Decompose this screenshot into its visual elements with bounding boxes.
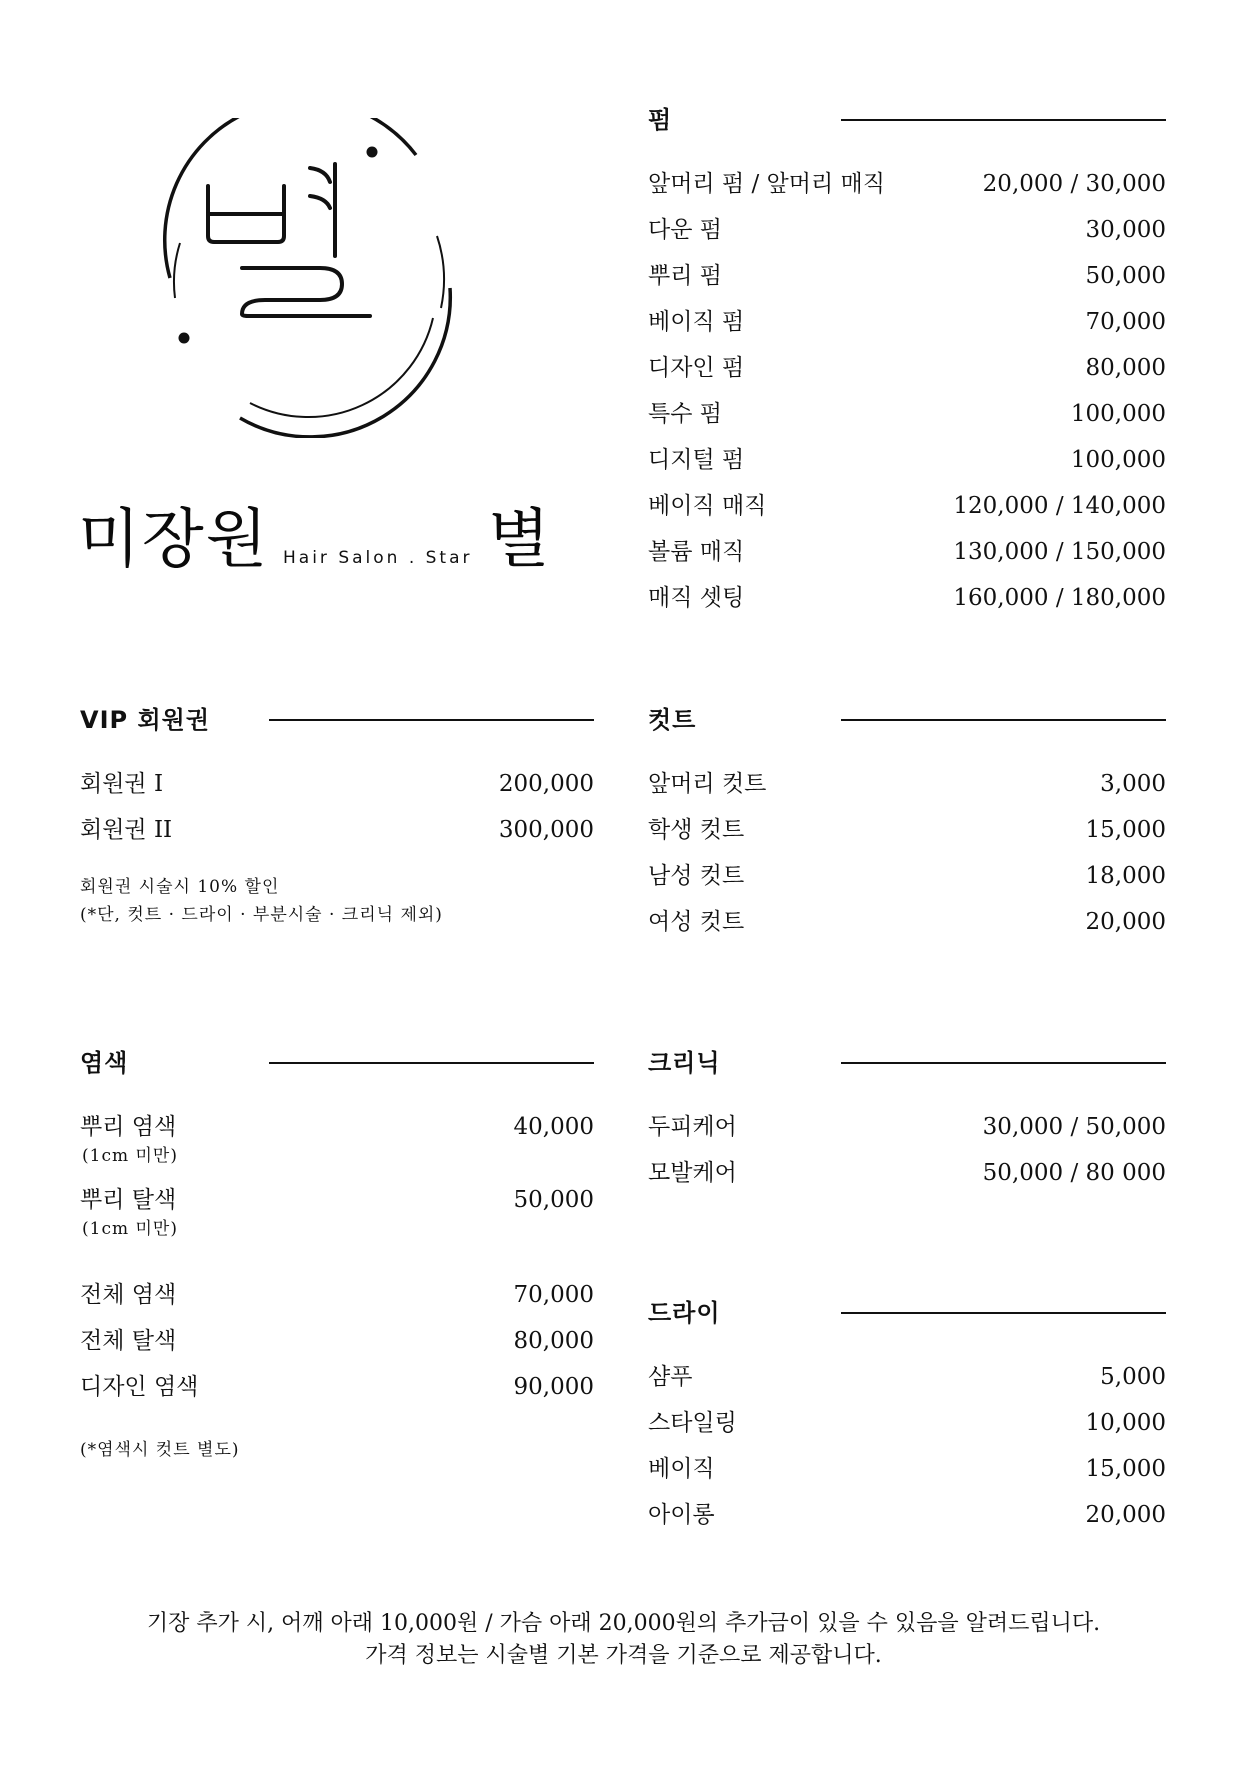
perm-section bbox=[648, 102, 1166, 629]
price-row bbox=[648, 169, 1166, 215]
section-divider bbox=[841, 119, 1166, 121]
service-name: 뿌리 탈색 bbox=[80, 1187, 177, 1213]
brand-name: 미장원 bbox=[78, 503, 270, 577]
clinic-section bbox=[648, 1045, 1166, 1204]
service-condition: (1cm 미만) bbox=[82, 1219, 178, 1239]
price-row bbox=[648, 907, 1166, 953]
cut-price-list bbox=[648, 769, 1166, 953]
service-price: 130,000 / 150,000 bbox=[953, 539, 1166, 565]
service-name: 앞머리 컷트 bbox=[648, 771, 767, 797]
color-note: (*염색시 컷트 별도) bbox=[80, 1440, 240, 1460]
color-section bbox=[80, 1045, 594, 1464]
price-row bbox=[80, 1372, 594, 1418]
price-row bbox=[80, 815, 594, 861]
service-price: 120,000 / 140,000 bbox=[953, 493, 1166, 519]
service-name: 다운 펌 bbox=[648, 217, 722, 243]
service-price: 80,000 bbox=[1085, 355, 1166, 381]
price-row bbox=[648, 583, 1166, 629]
section-divider bbox=[841, 719, 1166, 721]
price-row bbox=[648, 1500, 1166, 1546]
service-name: 디지털 펌 bbox=[648, 447, 745, 473]
brand-title bbox=[78, 500, 578, 580]
price-row bbox=[648, 353, 1166, 399]
service-name: 베이직 펌 bbox=[648, 309, 745, 335]
footer-surcharge-note: 기장 추가 시, 어깨 아래 10,000원 / 가슴 아래 20,000원의 추가금이 있을 수 있음을 알려드립니다. bbox=[146, 1611, 1101, 1636]
vip-section-header bbox=[80, 702, 594, 738]
vip-price-list bbox=[80, 769, 594, 861]
service-name: 여성 컷트 bbox=[648, 909, 745, 935]
price-row bbox=[648, 399, 1166, 445]
service-name: 볼륨 매직 bbox=[648, 539, 745, 565]
star-logo-icon bbox=[150, 118, 470, 438]
vip-section bbox=[80, 702, 594, 929]
service-price: 5,000 bbox=[1100, 1364, 1166, 1390]
clinic-price-list bbox=[648, 1112, 1166, 1204]
service-name: 뿌리 염색 bbox=[80, 1114, 177, 1140]
service-price: 20,000 / 30,000 bbox=[982, 171, 1166, 197]
service-price: 40,000 bbox=[513, 1114, 594, 1140]
price-row bbox=[648, 1112, 1166, 1158]
vip-section-title: VIP 회원권 bbox=[80, 706, 211, 734]
dry-section-title: 드라이 bbox=[648, 1299, 721, 1327]
service-price: 200,000 bbox=[498, 771, 594, 797]
service-name: 남성 컷트 bbox=[648, 863, 745, 889]
service-price: 30,000 bbox=[1085, 217, 1166, 243]
service-name: 샴푸 bbox=[648, 1364, 693, 1390]
color-section-title: 염색 bbox=[80, 1049, 129, 1077]
footer-price-basis-note: 가격 정보는 시술별 기본 가격을 기준으로 제공합니다. bbox=[365, 1643, 882, 1668]
salon-logo bbox=[150, 118, 470, 438]
service-name: 회원권 II bbox=[80, 817, 173, 843]
dry-section-header bbox=[648, 1295, 1166, 1331]
service-price: 50,000 bbox=[1085, 263, 1166, 289]
service-price: 15,000 bbox=[1085, 817, 1166, 843]
service-price: 20,000 bbox=[1085, 1502, 1166, 1528]
perm-section-header bbox=[648, 102, 1166, 138]
price-row bbox=[648, 1158, 1166, 1204]
service-price: 300,000 bbox=[498, 817, 594, 843]
service-name: 회원권 I bbox=[80, 771, 164, 797]
section-divider bbox=[841, 1312, 1166, 1314]
service-name: 베이직 매직 bbox=[648, 493, 767, 519]
service-price: 3,000 bbox=[1100, 771, 1166, 797]
service-name: 전체 염색 bbox=[80, 1282, 177, 1308]
service-name: 모발케어 bbox=[648, 1160, 737, 1186]
color-price-list bbox=[80, 1112, 594, 1418]
footer-notice bbox=[0, 1608, 1247, 1672]
brand-english-name: Hair Salon . Star bbox=[283, 548, 473, 568]
service-name: 두피케어 bbox=[648, 1114, 737, 1140]
section-divider bbox=[269, 1062, 594, 1064]
price-row bbox=[648, 1408, 1166, 1454]
service-price: 50,000 / 80 000 bbox=[982, 1160, 1166, 1186]
service-name: 학생 컷트 bbox=[648, 817, 745, 843]
service-condition: (1cm 미만) bbox=[82, 1146, 178, 1166]
price-row bbox=[648, 215, 1166, 261]
spacer bbox=[80, 1258, 594, 1280]
service-name: 아이롱 bbox=[648, 1502, 715, 1528]
price-row bbox=[648, 307, 1166, 353]
price-row bbox=[80, 1280, 594, 1326]
brand-star-word: 별 bbox=[488, 503, 550, 577]
service-name: 디자인 펌 bbox=[648, 355, 745, 381]
clinic-section-title: 크리닉 bbox=[648, 1049, 721, 1077]
service-price: 50,000 bbox=[513, 1187, 594, 1213]
vip-discount-note: 회원권 시술시 10% 할인 bbox=[80, 877, 280, 897]
price-row bbox=[648, 815, 1166, 861]
service-price: 70,000 bbox=[513, 1282, 594, 1308]
service-price: 80,000 bbox=[513, 1328, 594, 1354]
service-price: 70,000 bbox=[1085, 309, 1166, 335]
section-divider bbox=[841, 1062, 1166, 1064]
price-row bbox=[648, 445, 1166, 491]
service-name: 베이직 bbox=[648, 1456, 715, 1482]
service-price: 20,000 bbox=[1085, 909, 1166, 935]
service-name: 전체 탈색 bbox=[80, 1328, 177, 1354]
service-price: 90,000 bbox=[513, 1374, 594, 1400]
perm-price-list bbox=[648, 169, 1166, 629]
price-row bbox=[648, 1362, 1166, 1408]
section-divider bbox=[269, 719, 594, 721]
service-name: 디자인 염색 bbox=[80, 1374, 199, 1400]
price-row bbox=[648, 1454, 1166, 1500]
vip-exclusion-note: (*단, 컷트 · 드라이 · 부분시술 · 크리닉 제외) bbox=[80, 905, 443, 925]
service-price: 15,000 bbox=[1085, 1456, 1166, 1482]
price-row bbox=[648, 491, 1166, 537]
service-price: 100,000 bbox=[1070, 447, 1166, 473]
price-row bbox=[648, 861, 1166, 907]
price-row bbox=[80, 1112, 594, 1185]
clinic-section-header bbox=[648, 1045, 1166, 1081]
price-row bbox=[648, 769, 1166, 815]
service-name: 뿌리 펌 bbox=[648, 263, 722, 289]
cut-section-header bbox=[648, 702, 1166, 738]
service-price: 100,000 bbox=[1070, 401, 1166, 427]
service-name: 특수 펌 bbox=[648, 401, 722, 427]
service-price: 160,000 / 180,000 bbox=[953, 585, 1166, 611]
price-row bbox=[648, 537, 1166, 583]
price-row bbox=[80, 1185, 594, 1258]
service-name: 앞머리 펌 / 앞머리 매직 bbox=[648, 171, 885, 197]
color-section-header bbox=[80, 1045, 594, 1081]
service-name: 매직 셋팅 bbox=[648, 585, 745, 611]
service-price: 18,000 bbox=[1085, 863, 1166, 889]
price-row bbox=[80, 1326, 594, 1372]
service-price: 10,000 bbox=[1085, 1410, 1166, 1436]
price-row bbox=[648, 261, 1166, 307]
dry-section bbox=[648, 1295, 1166, 1546]
cut-section bbox=[648, 702, 1166, 953]
perm-section-title: 펌 bbox=[648, 106, 673, 134]
vip-note bbox=[80, 873, 594, 929]
price-row bbox=[80, 769, 594, 815]
dry-price-list bbox=[648, 1362, 1166, 1546]
cut-section-title: 컷트 bbox=[648, 706, 697, 734]
service-price: 30,000 / 50,000 bbox=[982, 1114, 1166, 1140]
service-name: 스타일링 bbox=[648, 1410, 737, 1436]
